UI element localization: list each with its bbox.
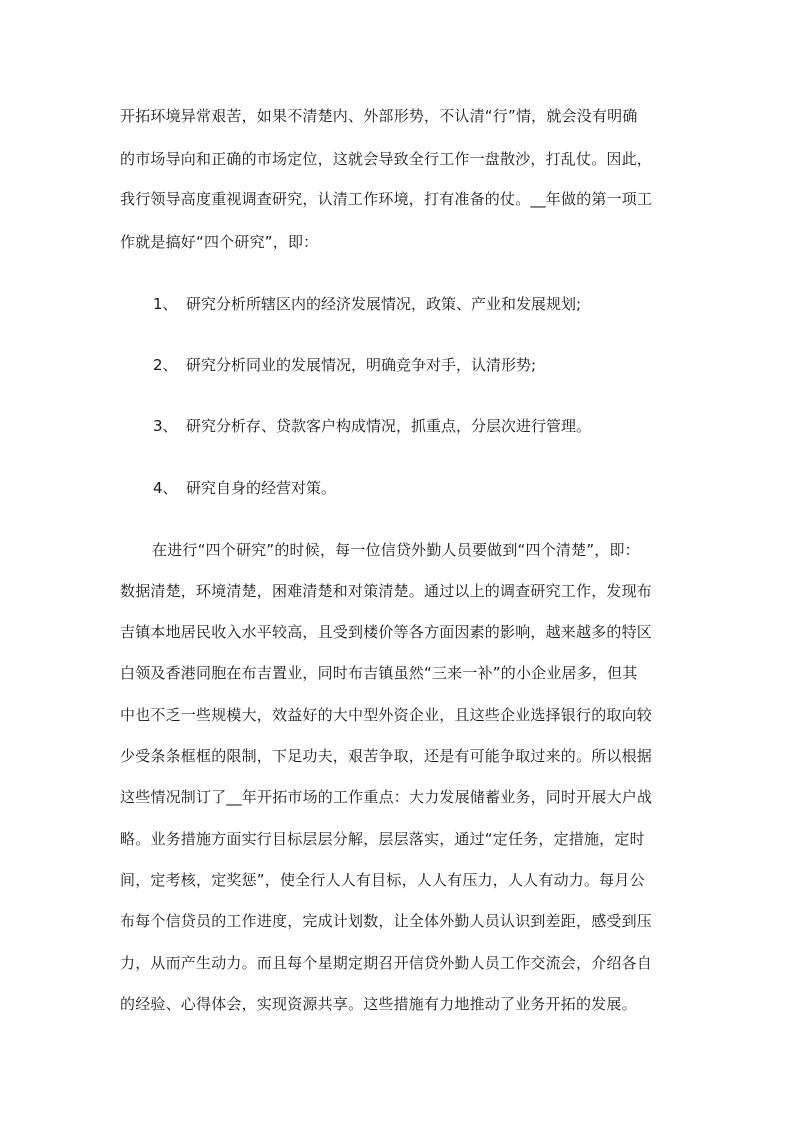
list-text: 研究分析同业的发展情况，明确竞争对手，认清形势;	[186, 356, 537, 374]
list-text: 研究分析存、贷款客户构成情况，抓重点，分层次进行管理。	[186, 417, 592, 435]
paragraph-2-line-1: 在进行“四个研究”的时候，每一位信贷外勤人员要做到“四个清楚”，即：	[152, 541, 640, 559]
paragraph-2-line-2: 数据清楚，环境清楚，困难清楚和对策清楚。通过以上的调查研究工作，发现布	[120, 582, 653, 600]
list-text: 研究分析所辖区内的经济发展情况，政策、产业和发展规划;	[186, 295, 582, 313]
paragraph-2-line-9: 间，定考核，定奖惩”，使全行人人有目标，人人有压力，人人有动力。每月公	[120, 871, 645, 889]
list-number: 2、	[153, 356, 178, 374]
paragraph-2-line-10: 布每个信贷员的工作进度，完成计划数，让全体外勤人员认识到差距，感受到压	[120, 912, 653, 930]
list-item-2	[153, 355, 536, 375]
paragraph-1-line-2: 的市场导向和正确的市场定位，这就会导致全行工作一盘散沙，打乱仗。因此，	[120, 150, 653, 168]
list-item-1	[153, 294, 581, 314]
list-item-4	[153, 478, 336, 498]
list-number: 4、	[153, 479, 178, 497]
paragraph-2-line-6: 少受条条框框的限制，下足功夫，艰苦争取，还是有可能争取过来的。所以根据	[120, 747, 653, 765]
paragraph-1-line-4: 作就是搞好“四个研究”，即：	[120, 233, 319, 251]
paragraph-2-line-11: 力，从而产生动力。而且每个星期定期召开信贷外勤人员工作交流会，介绍各自	[120, 954, 653, 972]
list-item-3	[153, 416, 591, 436]
list-number: 3、	[153, 417, 178, 435]
paragraph-2-line-7: 这些情况制订了__年开拓市场的工作重点：大力发展储蓄业务，同时开展大户战	[120, 788, 653, 806]
paragraph-2-line-8: 略。业务措施方面实行目标层层分解，层层落实，通过“定任务，定措施，定时	[120, 830, 645, 848]
list-number: 1、	[153, 295, 178, 313]
paragraph-2-line-5: 中也不乏一些规模大，效益好的大中型外资企业，且这些企业选择银行的取向较	[120, 706, 653, 724]
paragraph-1-line-1: 开拓环境异常艰苦，如果不清楚内、外部形势，不认清“行”情，就会没有明确	[120, 107, 638, 125]
paragraph-2-line-12: 的经验、心得体会，实现资源共享。这些措施有力地推动了业务开拓的发展。	[120, 995, 637, 1013]
paragraph-1-line-3: 我行领导高度重视调查研究，认清工作环境，打有准备的仗。__年做的第一项工	[120, 190, 653, 208]
list-text: 研究自身的经营对策。	[186, 479, 337, 497]
paragraph-2-line-4: 白领及香港同胞在布吉置业，同时布吉镇虽然“三来一补”的小企业居多，但其	[120, 664, 638, 682]
paragraph-2-line-3: 吉镇本地居民收入水平较高，且受到楼价等各方面因素的影响，越来越多的特区	[120, 623, 653, 641]
